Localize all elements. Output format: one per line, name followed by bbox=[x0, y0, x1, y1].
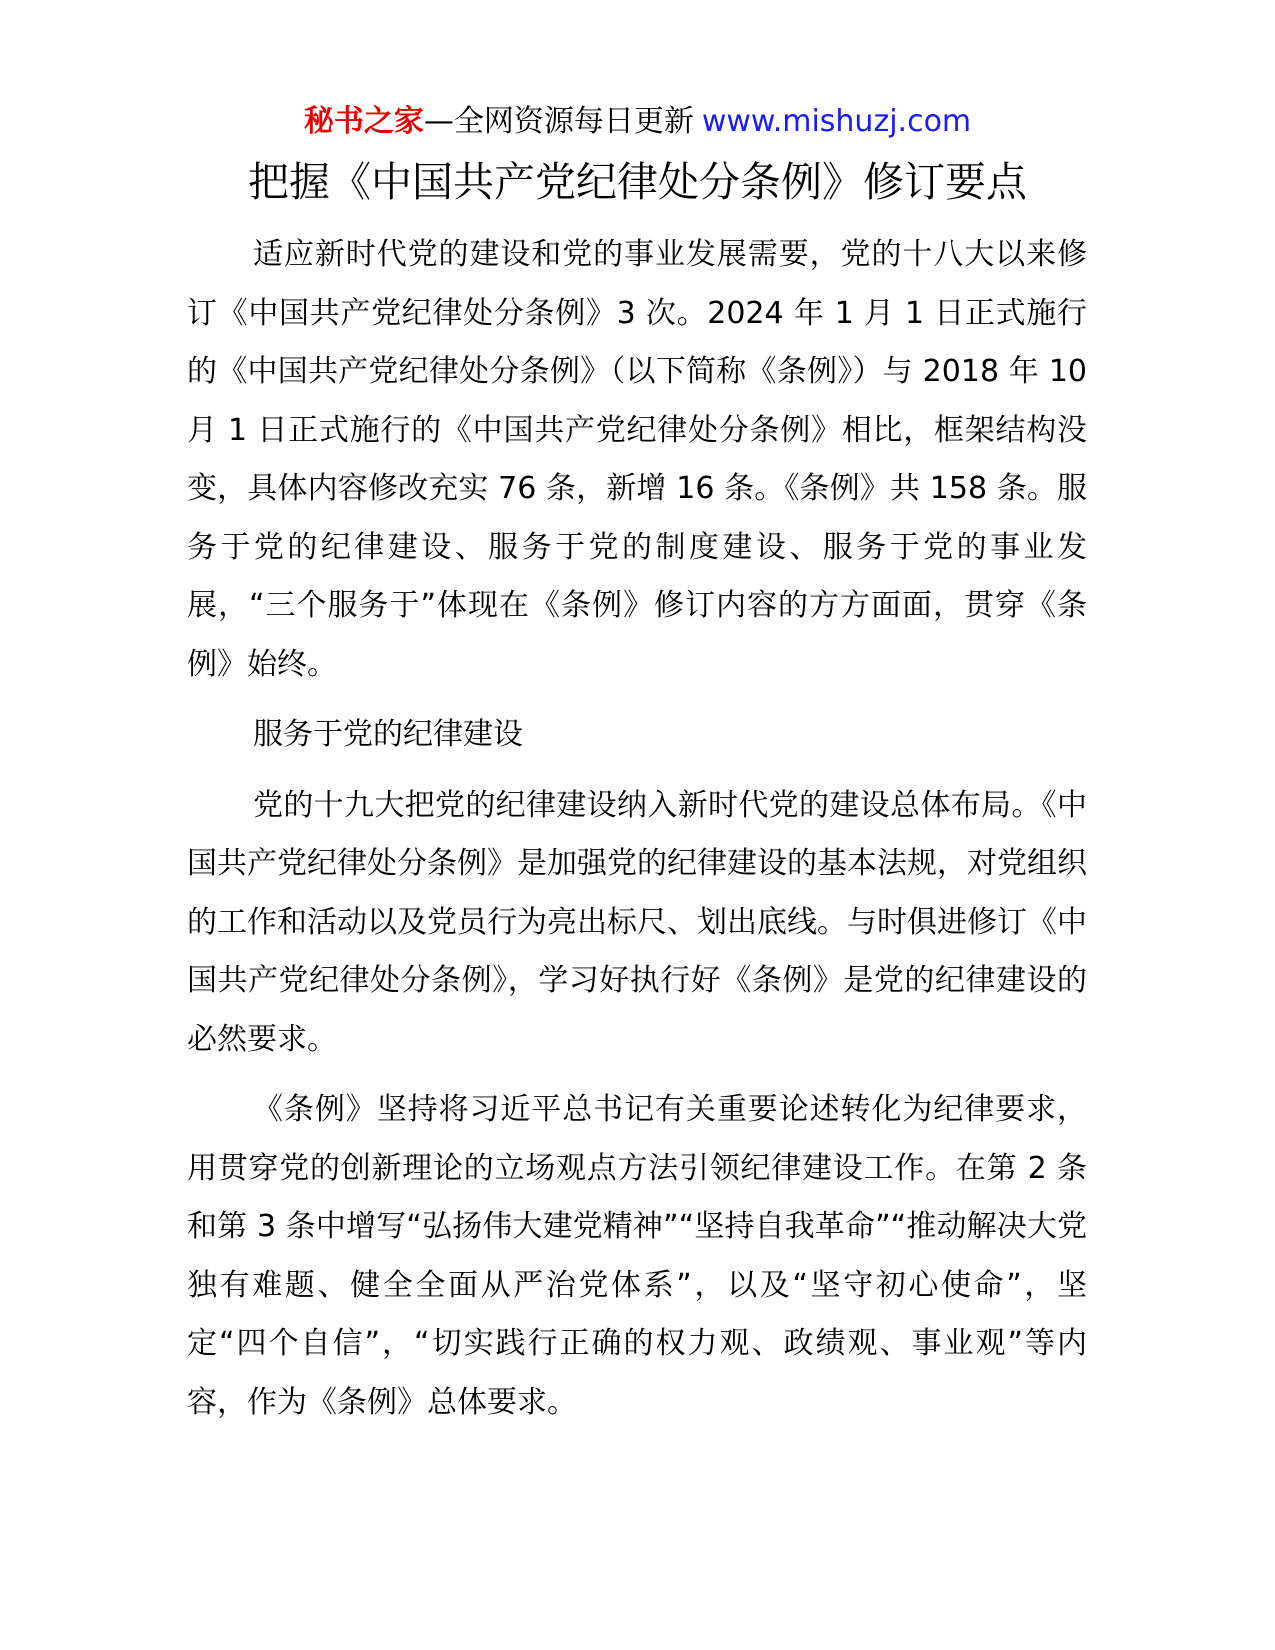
brand-name: 秘书之家 bbox=[303, 104, 424, 139]
site-url-link[interactable]: www.mishuzj.com bbox=[701, 104, 972, 139]
paragraph-requirements: 《条例》坚持将习近平总书记有关重要论述转化为纪律要求，用贯穿党的创新理论的立场观点方法引领纪律建设工作。在第 2 条和第 3 条中增写“弘扬伟大建党精神”“坚持自我革命”“推动解决大党独有难题、健全全面从严治党体系”，以及“坚守初心使命”，坚定“四个自信”，“切实践行正确的权力观、政绩观、事业观”等内容，作为《条例》总体要求。 bbox=[187, 1092, 1087, 1420]
section-heading: 服务于党的纪律建设 bbox=[253, 717, 523, 752]
document-title: 把握《中国共产党纪律处分条例》修订要点 bbox=[248, 158, 1027, 206]
paragraph-discipline: 党的十九大把党的纪律建设纳入新时代党的建设总体布局。《中国共产党纪律处分条例》是加强党的纪律建设的基本法规，对党组织的工作和活动以及党员行为亮出标尺、划出底线。与时俱进修订《中国共产党纪律处分条例》，学习好执行好《条例》是党的纪律建设的必然要求。 bbox=[187, 787, 1087, 1057]
document-body bbox=[187, 226, 1087, 1444]
header-tagline: —全网资源每日更新 bbox=[423, 104, 694, 139]
site-header bbox=[0, 100, 1275, 144]
paragraph-intro: 适应新时代党的建设和党的事业发展需要，党的十八大以来修订《中国共产党纪律处分条例》3 次。2024 年 1 月 1 日正式施行的《中国共产党纪律处分条例》（以下简称《条例》）与 2018 年 10 月 1 日正式施行的《中国共产党纪律处分条例》相比，框架结构没变，具体内容修改充实 76 条，新增 16 条。《条例》共 158 条。服务于党的纪律建设、服务于党的制度建设、服务于党的事业发展，“三个服务于”体现在《条例》修订内容的方方面面，贯穿《条例》始终。 bbox=[187, 237, 1087, 682]
